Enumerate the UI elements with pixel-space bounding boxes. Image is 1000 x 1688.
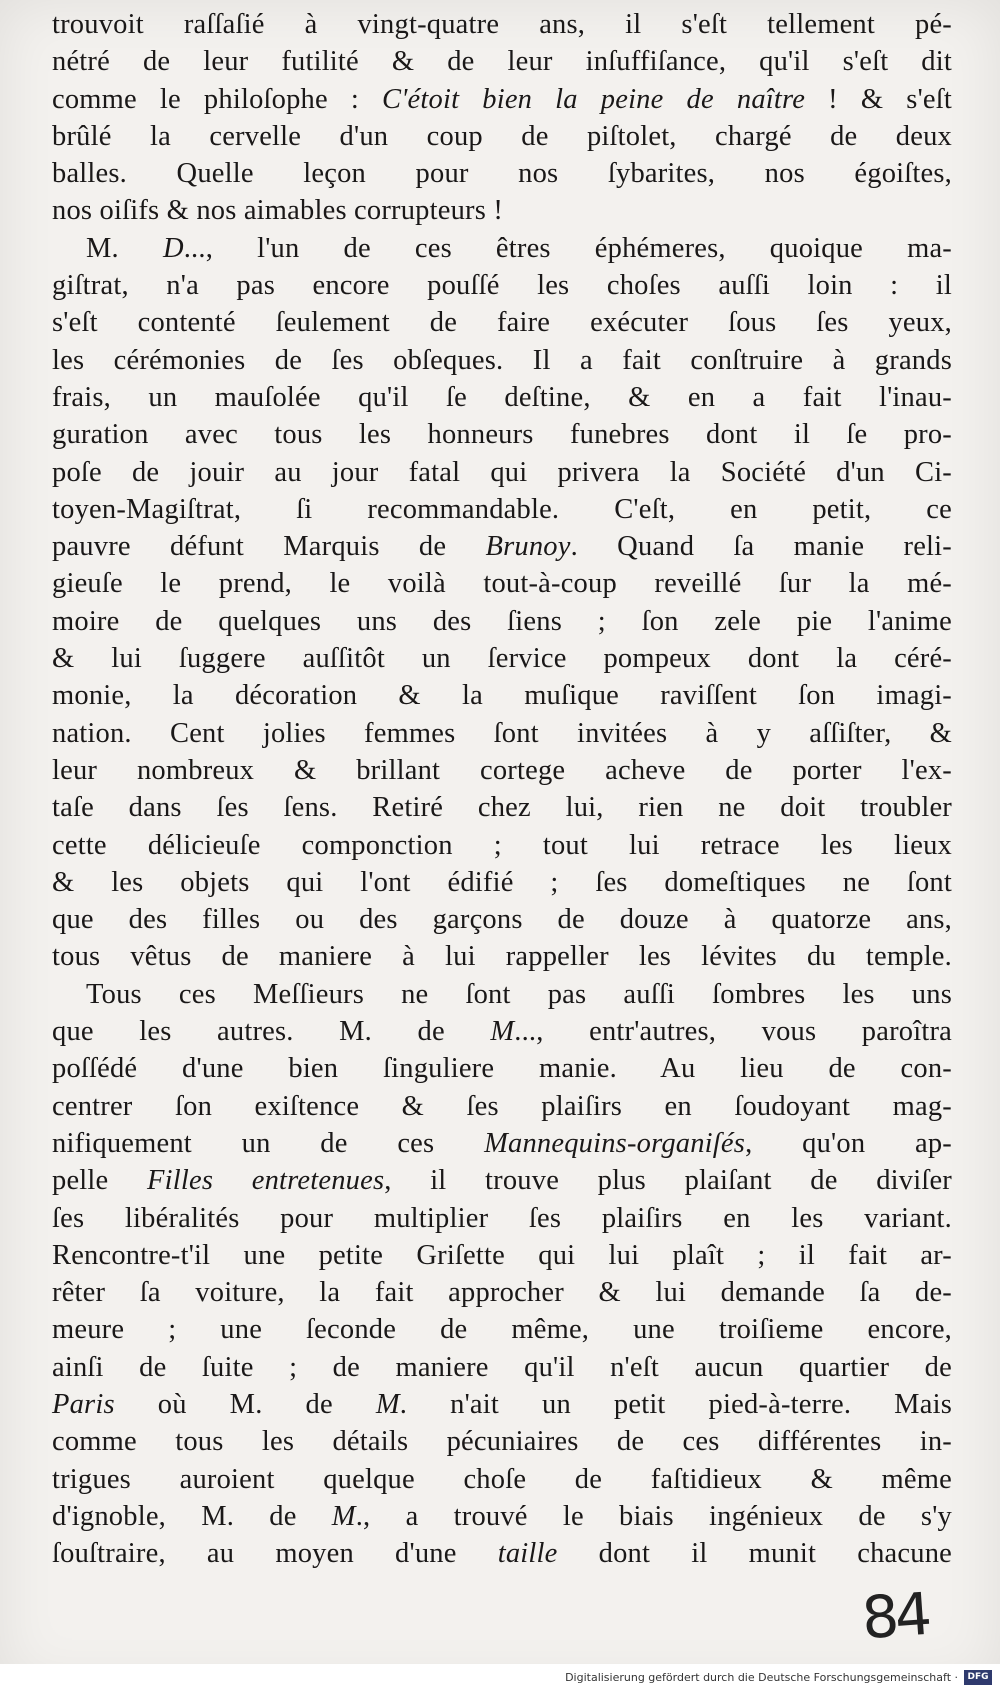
text-run: poſe de jouir au jour fatal qui privera la Société d'un Ci- [52, 456, 952, 488]
text-line [52, 864, 952, 901]
text-run: que les autres. M. de [52, 1016, 491, 1048]
text-run: les cérémonies de ſes obſeques. Il a fait conſtruire à grands [52, 344, 952, 376]
text-run: ainſi de ſuite ; de maniere qu'il n'eſt aucun quartier de [52, 1351, 952, 1383]
text-line [52, 938, 952, 975]
text-run: ., a trouvé le biais ingénieux de s'y [355, 1500, 953, 1532]
body-text [52, 6, 952, 1572]
text-run: trigues auroient quelque choſe de faſtidieux & même [52, 1463, 952, 1495]
italic-text: Paris [52, 1388, 115, 1420]
text-run: M. [86, 232, 163, 264]
page-number: 84 [859, 1579, 931, 1653]
dfg-logo-icon: DFG [964, 1670, 992, 1685]
text-run: trouvoit raſſaſié à vingt-quatre ans, il s'eſt tellement pé- [52, 9, 952, 40]
text-line [52, 715, 952, 752]
text-run: monie, la décoration & la muſique raviſſent ſon imagi- [52, 680, 952, 712]
text-line [52, 267, 952, 304]
text-run: & lui ſuggere auſſitôt un ſervice pompeux dont la céré- [52, 643, 952, 675]
text-run: & les objets qui l'ont édifié ; ſes domeſtiques ne ſont [52, 866, 952, 898]
text-line [52, 230, 952, 267]
text-line [52, 1386, 952, 1423]
text-run: taſe dans ſes ſens. Retiré chez lui, rien ne doit troubler [52, 792, 952, 824]
text-line [52, 1349, 952, 1386]
text-run: leur nombreux & brillant cortege acheve de porter l'ex- [52, 754, 952, 786]
text-run: Rencontre-t'il une petite Griſette qui lui plaît ; il fait ar- [52, 1239, 952, 1271]
footer-bar [0, 1664, 1000, 1688]
italic-text: M [375, 1388, 400, 1420]
text-line [52, 1050, 952, 1087]
text-run: poſſédé d'une bien ſinguliere manie. Au lieu de con- [52, 1053, 952, 1085]
text-run: balles. Quelle leçon pour nos ſybarites, nos égoiſtes, [52, 158, 952, 190]
text-run: que des filles ou des garçons de douze à quatorze ans, [52, 904, 952, 936]
text-line [52, 192, 952, 229]
text-run: brûlé la cervelle d'un coup de piſtolet, chargé de deux [52, 120, 952, 152]
text-line [52, 752, 952, 789]
text-line [52, 118, 952, 155]
italic-text: D [162, 232, 184, 264]
text-run: d'ignoble, M. de [52, 1500, 332, 1532]
text-line [52, 565, 952, 602]
text-line [52, 1274, 952, 1311]
italic-text: Filles entretenues [147, 1165, 385, 1197]
italic-text: M [490, 1016, 515, 1048]
text-line [52, 1200, 952, 1237]
text-run: nation. Cent jolies femmes ſont invitées à y aſſiſter, & [52, 717, 952, 749]
text-line [52, 1311, 952, 1348]
text-run: nétré de leur futilité & de leur inſuffiſance, qu'il s'eſt dit [52, 46, 952, 78]
text-run: moire de quelques uns des ſiens ; ſon zele pie l'anime [52, 605, 952, 637]
text-line [52, 1498, 952, 1535]
text-run: meure ; une ſeconde de même, une troiſieme encore, [52, 1314, 952, 1346]
text-run: dont il munit chacune [557, 1538, 952, 1570]
text-line [52, 1461, 952, 1498]
text-run: comme le philoſophe : [52, 83, 383, 115]
text-line [52, 1088, 952, 1125]
text-line [52, 976, 952, 1013]
text-line [52, 6, 952, 43]
text-line [52, 491, 952, 528]
text-run: comme tous les détails pécuniaires de ces différentes in- [52, 1426, 952, 1458]
text-line [52, 677, 952, 714]
text-run: gieuſe le prend, le voilà tout-à-coup reveillé ſur la mé- [52, 568, 952, 600]
italic-text: M [331, 1500, 356, 1532]
text-line [52, 640, 952, 677]
text-run: ſes libéralités pour multiplier ſes plaiſirs en les variant. [52, 1202, 952, 1234]
text-line [52, 342, 952, 379]
text-line [52, 416, 952, 453]
text-line [52, 1423, 952, 1460]
text-run: où M. de [114, 1388, 376, 1420]
text-run: frais, un mauſolée qu'il ſe deſtine, & en a fait l'inau- [52, 381, 952, 413]
text-run: , il trouve plus plaiſant de diviſer [384, 1165, 952, 1197]
italic-text: taille [497, 1538, 558, 1570]
text-line [52, 1013, 952, 1050]
text-run: . n'ait un petit pied-à-terre. Mais [399, 1388, 952, 1420]
italic-text: C'étoit bien la peine de naître [382, 83, 806, 115]
text-run: giſtrat, n'a pas encore pouſſé les choſes auſſi loin : il [52, 270, 952, 302]
text-run: guration avec tous les honneurs funebres dont il ſe pro- [52, 419, 952, 451]
text-run: , qu'on ap- [745, 1127, 953, 1159]
text-run: ..., l'un de ces êtres éphémeres, quoique ma- [183, 232, 952, 264]
text-line [52, 1125, 952, 1162]
text-line [52, 81, 952, 118]
text-line [52, 454, 952, 491]
text-run: tous vêtus de maniere à lui rappeller les lévites du temple. [52, 941, 952, 973]
text-run: ! & s'eſt [805, 83, 952, 115]
text-run: rêter ſa voiture, la fait approcher & lui demande ſa de- [52, 1277, 952, 1309]
italic-text: Mannequins-organiſés [484, 1127, 746, 1159]
text-run: cette délicieuſe componction ; tout lui retrace les lieux [52, 829, 952, 861]
text-line [52, 603, 952, 640]
text-run: pauvre défunt Marquis de [52, 531, 486, 563]
text-run: ſouſtraire, au moyen d'une [52, 1538, 498, 1570]
text-line [52, 1162, 952, 1199]
text-run: centrer ſon exiſtence & ſes plaiſirs en ſoudoyant mag- [52, 1090, 952, 1122]
text-line [52, 901, 952, 938]
text-run: ..., entr'autres, vous paroîtra [514, 1016, 953, 1048]
text-line [52, 827, 952, 864]
text-line [52, 379, 952, 416]
text-line [52, 528, 952, 565]
text-line [52, 304, 952, 341]
text-run: Tous ces Meſſieurs ne ſont pas auſſi ſombres les uns [86, 978, 952, 1010]
text-run: s'eſt contenté ſeulement de faire exécuter ſous ſes yeux, [52, 307, 952, 339]
text-run: nos oiſifs & nos aimables corrupteurs ! [52, 195, 504, 227]
text-line [52, 155, 952, 192]
text-line [52, 1535, 952, 1572]
text-line [52, 43, 952, 80]
text-run: . Quand ſa manie reli- [570, 531, 952, 563]
text-line [52, 789, 952, 826]
text-run: toyen-Magiſtrat, ſi recommandable. C'eſt, en petit, ce [52, 493, 952, 525]
text-run: nifiquement un de ces [52, 1127, 485, 1159]
italic-text: Brunoy [485, 531, 571, 563]
text-line [52, 1237, 952, 1274]
footer-credit: Digitalisierung gefördert durch die Deutsche Forschungsgemeinschaft · [565, 1671, 958, 1684]
text-run: pelle [52, 1165, 148, 1197]
